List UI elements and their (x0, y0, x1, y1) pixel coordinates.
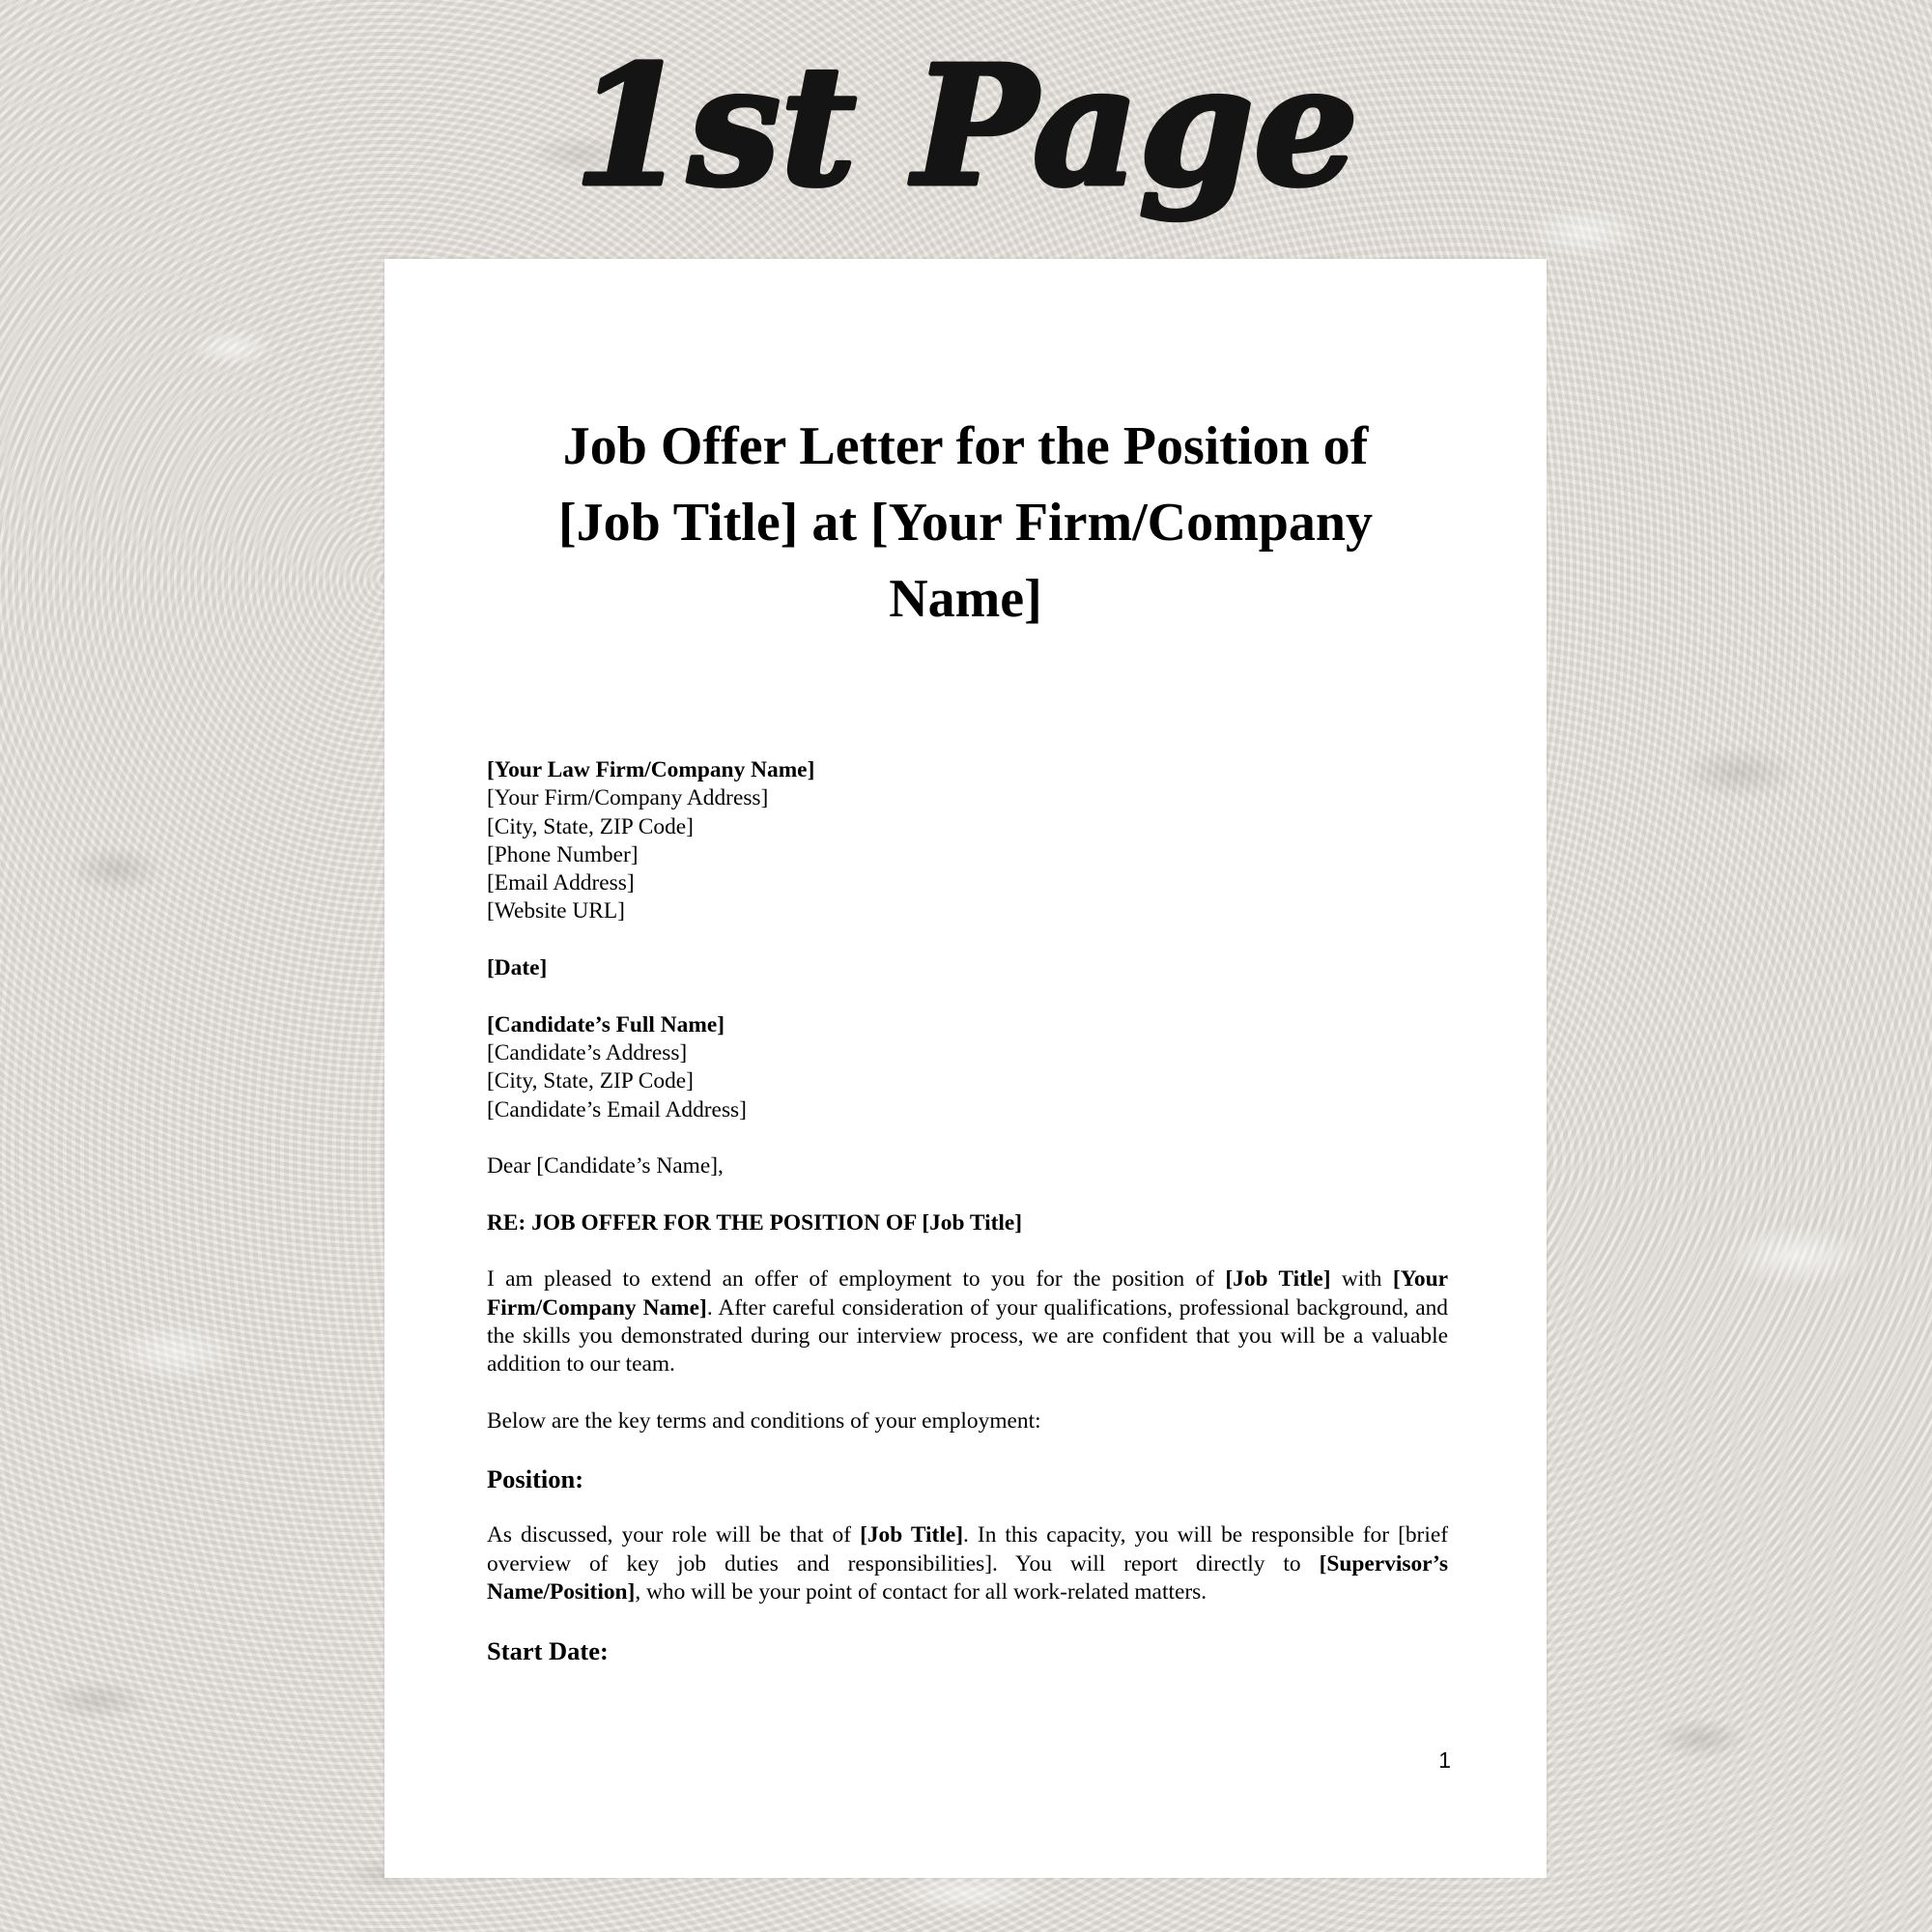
sender-phone: [Phone Number] (487, 841, 639, 867)
sender-email: [Email Address] (487, 870, 635, 896)
position-paragraph (487, 1521, 1448, 1606)
letter-body (487, 756, 1448, 1693)
date-block (487, 954, 1448, 982)
terms-intro-paragraph (487, 1407, 1448, 1435)
position-text: , who will be your point of contact for all work-related matters. (635, 1579, 1208, 1605)
salutation (487, 1152, 1448, 1180)
script-page-banner (0, 29, 1932, 242)
recipient-city-state-zip: [City, State, ZIP Code] (487, 1068, 694, 1094)
document-page (384, 259, 1547, 1878)
document-title-line: Name] (889, 569, 1042, 629)
script-page-banner-text: 1st Page (573, 30, 1359, 223)
intro-text: with (1330, 1266, 1393, 1293)
intro-text: I am pleased to extend an offer of employment to you for the position of (487, 1266, 1226, 1293)
intro-company-name: [Your Firm/Company Name] (487, 1266, 1449, 1321)
sender-block (487, 756, 1448, 926)
recipient-block (487, 1011, 1448, 1124)
start-date-heading: Start Date: (487, 1635, 609, 1665)
letter-date: [Date] (487, 955, 548, 981)
intro-paragraph (487, 1265, 1448, 1378)
subject-text: RE: JOB OFFER FOR THE POSITION OF [Job Title] (487, 1209, 1023, 1236)
sender-address: [Your Firm/Company Address] (487, 785, 769, 811)
document-title-line: Job Offer Letter for the Position of (562, 416, 1369, 476)
recipient-name: [Candidate’s Full Name] (487, 1011, 725, 1037)
recipient-email: [Candidate’s Email Address] (487, 1096, 747, 1122)
position-job-title: [Job Title] (860, 1522, 964, 1548)
position-text: As discussed, your role will be that of (487, 1522, 861, 1548)
terms-intro-text: Below are the key terms and conditions of your employment: (487, 1407, 1041, 1434)
sender-website: [Website URL] (487, 898, 625, 924)
document-title-line: [Job Title] at [Your Firm/Company (557, 493, 1374, 553)
position-supervisor: [Supervisor’s Name/Position] (487, 1550, 1448, 1605)
sender-city-state-zip: [City, State, ZIP Code] (487, 813, 694, 839)
sender-name: [Your Law Firm/Company Name] (487, 757, 815, 782)
intro-job-title: [Job Title] (1225, 1266, 1331, 1293)
intro-text: . After careful consideration of your qualifications, professional background, and the skills you demonstrated during our interview process, we are confident that you will be a valuable addition to our team. (487, 1294, 1448, 1378)
position-heading: Position: (487, 1464, 584, 1494)
page-number: 1 (1438, 1747, 1451, 1773)
script-page-banner-svg (0, 29, 1932, 242)
position-text: . In this capacity, you will be responsible for [brief overview of key job duties and responsibilities]. You will report directly to (487, 1522, 1449, 1577)
document-title (520, 409, 1411, 638)
subject-line (487, 1209, 1448, 1237)
recipient-address: [Candidate’s Address] (487, 1039, 688, 1065)
salutation-text: Dear [Candidate’s Name], (487, 1153, 724, 1179)
